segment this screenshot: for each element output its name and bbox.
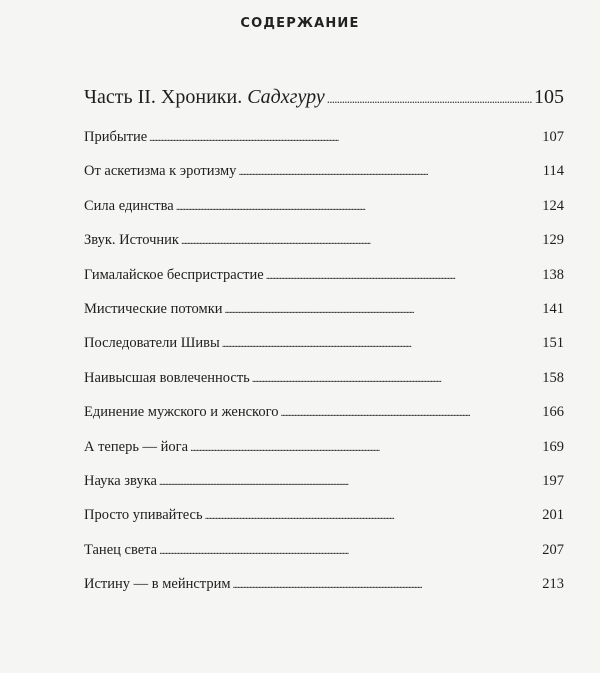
chapter-title: От аскетизма к эротизму [84, 163, 237, 180]
chapter-title: Танец света [84, 541, 158, 558]
chapter-title: Мистические потомки [84, 300, 223, 317]
dot-leader [159, 464, 540, 499]
dot-leader [280, 395, 540, 430]
dot-leader [159, 533, 540, 568]
chapter-title: Сила единства [84, 197, 174, 214]
table-of-contents [84, 86, 564, 601]
chapter-title: Звук. Источник [84, 232, 179, 249]
part-author: Садхгуру [247, 86, 325, 108]
toc-entry[interactable] [84, 464, 564, 498]
chapter-page-number: 141 [542, 300, 564, 317]
toc-entry[interactable] [84, 292, 564, 326]
chapter-title: Единение мужского и женского [84, 404, 279, 421]
chapter-page-number: 213 [542, 576, 564, 593]
toc-entry[interactable] [84, 430, 564, 464]
toc-entry[interactable] [84, 361, 564, 395]
chapter-title: Просто упивайтесь [84, 507, 203, 524]
part-page-number: 105 [534, 86, 564, 108]
chapter-page-number: 107 [542, 129, 564, 145]
toc-entry[interactable] [84, 189, 564, 223]
chapter-page-number: 166 [542, 404, 564, 421]
dot-leader [149, 120, 540, 155]
chapter-title: Последователи Шивы [84, 335, 220, 352]
chapter-page-number: 151 [542, 335, 564, 352]
chapter-title: Гималайское беспристрастие [84, 266, 264, 283]
chapter-page-number: 169 [542, 438, 564, 455]
toc-entry[interactable] [84, 258, 564, 292]
toc-entry[interactable] [84, 326, 564, 360]
chapter-title: Прибытие [84, 129, 148, 145]
chapter-page-number: 138 [542, 266, 564, 283]
toc-part-entry[interactable] [84, 86, 564, 116]
chapter-page-number: 207 [542, 541, 564, 558]
dot-leader [233, 567, 541, 602]
dot-leader [181, 223, 540, 258]
dot-leader [222, 326, 541, 361]
dot-leader [225, 292, 541, 327]
chapter-page-number: 124 [542, 197, 564, 214]
part-title-group [84, 86, 325, 109]
chapter-title: А теперь — йога [84, 438, 189, 455]
chapter-title: Наивысшая вовлеченность [84, 369, 250, 386]
dot-leader [327, 86, 532, 109]
chapter-page-number: 201 [542, 507, 564, 524]
page-heading: СОДЕРЖАНИЕ [240, 16, 360, 31]
toc-entry[interactable] [84, 154, 564, 188]
dot-leader [252, 361, 540, 396]
toc-entry[interactable] [84, 120, 564, 154]
chapter-title: Истину — в мейнстрим [84, 576, 231, 593]
toc-entry[interactable] [84, 395, 564, 429]
dot-leader [266, 258, 541, 293]
toc-entry[interactable] [84, 567, 564, 601]
chapter-page-number: 197 [542, 472, 564, 489]
toc-entry[interactable] [84, 533, 564, 567]
dot-leader [238, 154, 540, 189]
toc-entry[interactable] [84, 223, 564, 257]
dot-leader [205, 498, 541, 533]
chapter-page-number: 129 [542, 232, 564, 249]
dot-leader [176, 189, 541, 224]
toc-entry[interactable] [84, 498, 564, 532]
dot-leader [190, 430, 540, 465]
chapter-page-number: 114 [542, 163, 564, 180]
chapter-page-number: 158 [542, 369, 564, 386]
chapter-list [84, 120, 564, 601]
chapter-title: Наука звука [84, 472, 157, 489]
part-title: Часть II. Хроники. [84, 86, 243, 108]
